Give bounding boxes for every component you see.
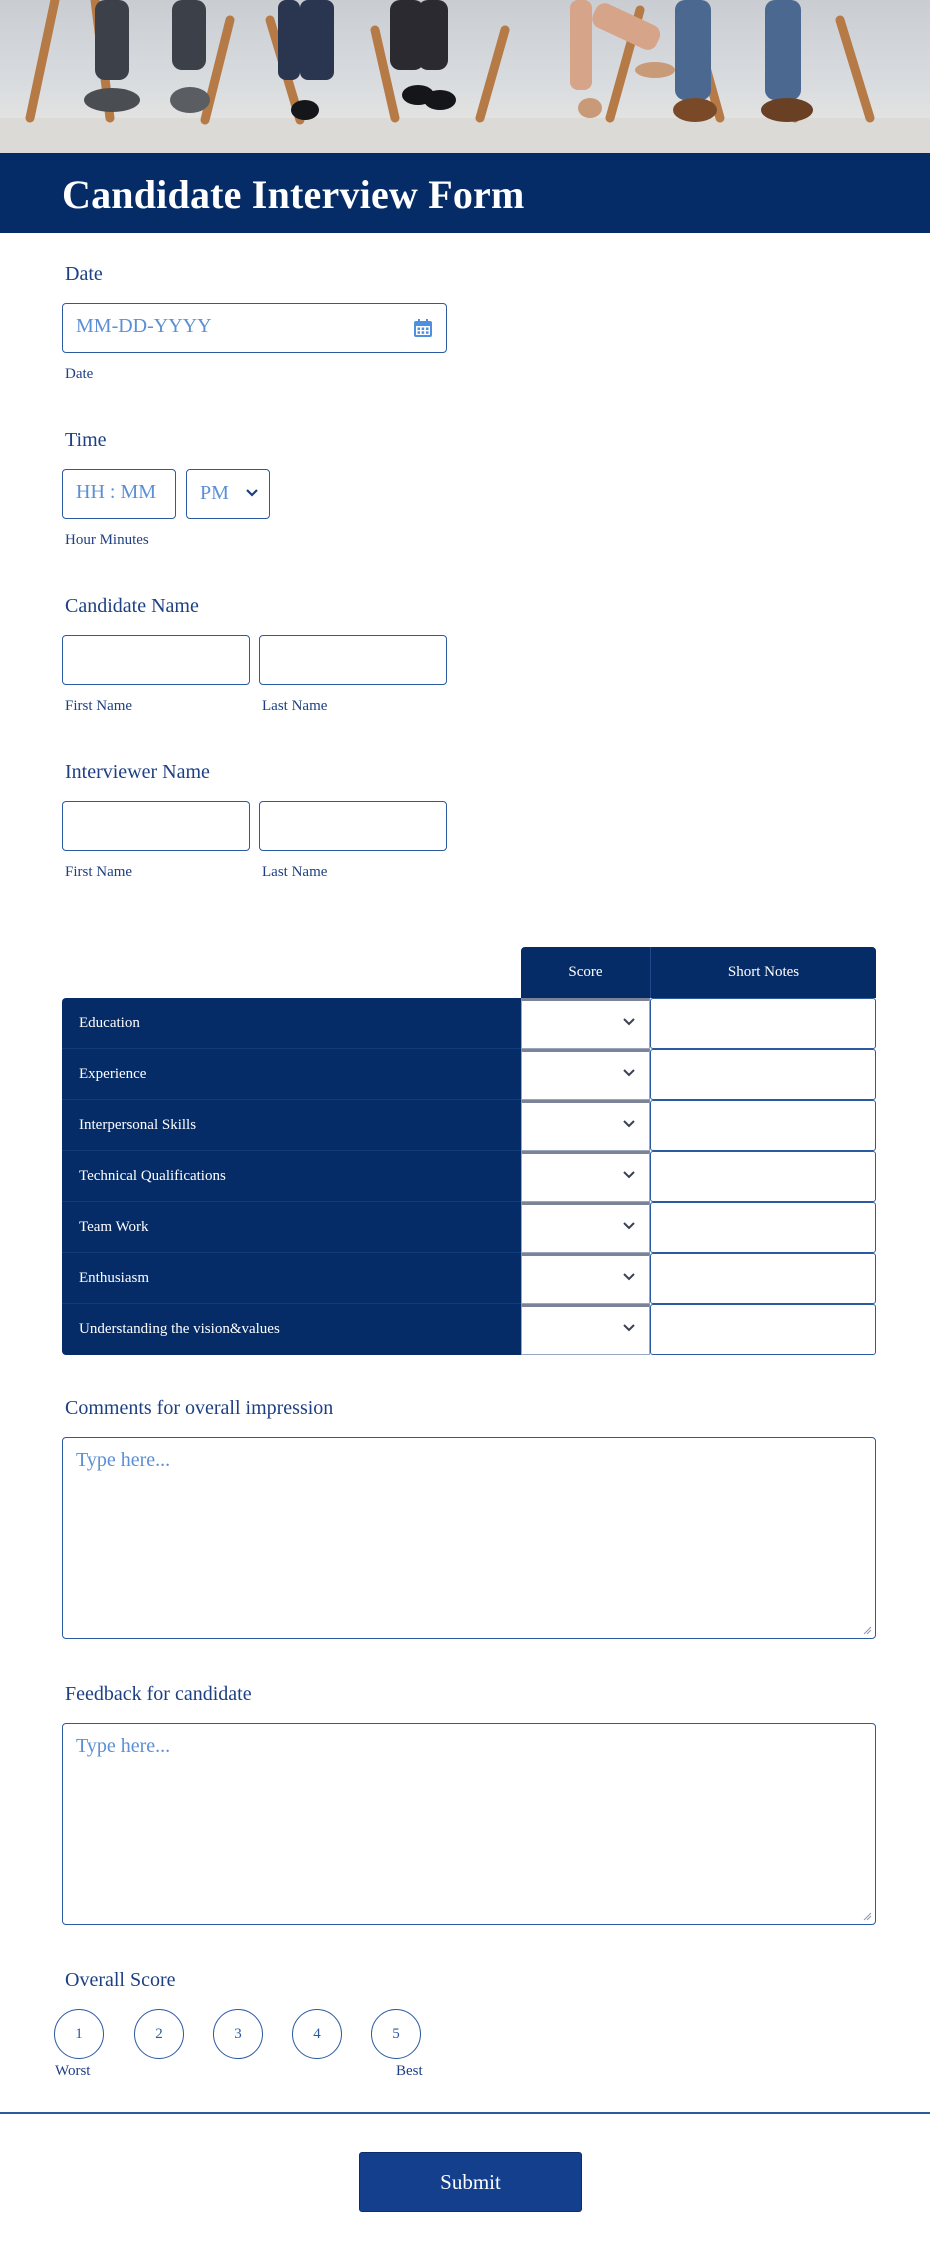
candidate-first-name-input[interactable] <box>62 635 250 685</box>
candidate-last-name-sublabel: Last Name <box>262 698 328 714</box>
chevron-down-icon <box>622 1017 636 1027</box>
score-select[interactable] <box>521 1100 650 1151</box>
matrix-row-label: Enthusiasm <box>62 1253 521 1304</box>
comments-placeholder: Type here... <box>76 1449 171 1471</box>
matrix-header-notes: Short Notes <box>650 947 876 998</box>
ampm-select[interactable] <box>186 469 270 519</box>
score-select[interactable] <box>521 1304 650 1355</box>
interviewer-name-label: Interviewer Name <box>65 761 210 783</box>
header-image <box>0 0 930 153</box>
chevron-down-icon <box>245 488 259 498</box>
feedback-placeholder: Type here... <box>76 1735 171 1757</box>
date-label: Date <box>65 263 103 285</box>
time-input[interactable] <box>62 469 176 519</box>
candidate-last-name-input[interactable] <box>259 635 447 685</box>
form-header <box>0 153 930 233</box>
chevron-down-icon <box>622 1221 636 1231</box>
resize-handle-icon[interactable] <box>862 1911 872 1921</box>
overall-score-label: Overall Score <box>65 1969 176 1991</box>
interviewer-first-name-input[interactable] <box>62 801 250 851</box>
calendar-icon[interactable] <box>413 318 433 338</box>
chevron-down-icon <box>622 1119 636 1129</box>
score-option-1[interactable]: 1 <box>54 2009 104 2059</box>
score-select[interactable] <box>521 1049 650 1100</box>
matrix-row-label: Experience <box>62 1049 521 1100</box>
time-label: Time <box>65 429 107 451</box>
score-option-2[interactable]: 2 <box>134 2009 184 2059</box>
score-option-5[interactable]: 5 <box>371 2009 421 2059</box>
matrix-row-label: Team Work <box>62 1202 521 1253</box>
short-notes-input[interactable] <box>650 1253 876 1304</box>
short-notes-input[interactable] <box>650 1100 876 1151</box>
footer-divider <box>0 2112 930 2114</box>
date-placeholder: MM-DD-YYYY <box>76 315 212 337</box>
ampm-value: PM <box>200 482 229 504</box>
candidate-name-label: Candidate Name <box>65 595 199 617</box>
date-input[interactable] <box>62 303 447 353</box>
score-option-3[interactable]: 3 <box>213 2009 263 2059</box>
date-sublabel: Date <box>65 366 94 382</box>
matrix-row-label: Technical Qualifications <box>62 1151 521 1202</box>
time-sublabel: Hour Minutes <box>65 532 149 548</box>
people-sitting-illustration <box>0 0 930 153</box>
short-notes-input[interactable] <box>650 1151 876 1202</box>
submit-button[interactable]: Submit <box>359 2152 582 2212</box>
matrix-row-label: Education <box>62 998 521 1049</box>
score-select[interactable] <box>521 1202 650 1253</box>
interviewer-last-name-sublabel: Last Name <box>262 864 328 880</box>
short-notes-input[interactable] <box>650 1049 876 1100</box>
short-notes-input[interactable] <box>650 1202 876 1253</box>
chevron-down-icon <box>622 1272 636 1282</box>
matrix-row-label: Interpersonal Skills <box>62 1100 521 1151</box>
score-max-label: Best <box>396 2063 423 2079</box>
interviewer-last-name-input[interactable] <box>259 801 447 851</box>
chevron-down-icon <box>622 1068 636 1078</box>
interviewer-first-name-sublabel: First Name <box>65 864 133 880</box>
comments-textarea[interactable] <box>62 1437 876 1639</box>
candidate-first-name-sublabel: First Name <box>65 698 133 714</box>
score-min-label: Worst <box>55 2063 91 2079</box>
short-notes-input[interactable] <box>650 998 876 1049</box>
matrix-row-label: Understanding the vision&values <box>62 1304 521 1355</box>
comments-label: Comments for overall impression <box>65 1397 334 1419</box>
score-option-4[interactable]: 4 <box>292 2009 342 2059</box>
chevron-down-icon <box>622 1170 636 1180</box>
resize-handle-icon[interactable] <box>862 1625 872 1635</box>
score-select[interactable] <box>521 1151 650 1202</box>
time-placeholder: HH : MM <box>76 481 157 503</box>
short-notes-input[interactable] <box>650 1304 876 1355</box>
matrix-header-score: Score <box>521 947 650 998</box>
chevron-down-icon <box>622 1323 636 1333</box>
form-title: Candidate Interview Form <box>62 172 525 217</box>
score-select[interactable] <box>521 1253 650 1304</box>
score-select[interactable] <box>521 998 650 1049</box>
feedback-textarea[interactable] <box>62 1723 876 1925</box>
feedback-label: Feedback for candidate <box>65 1683 252 1705</box>
